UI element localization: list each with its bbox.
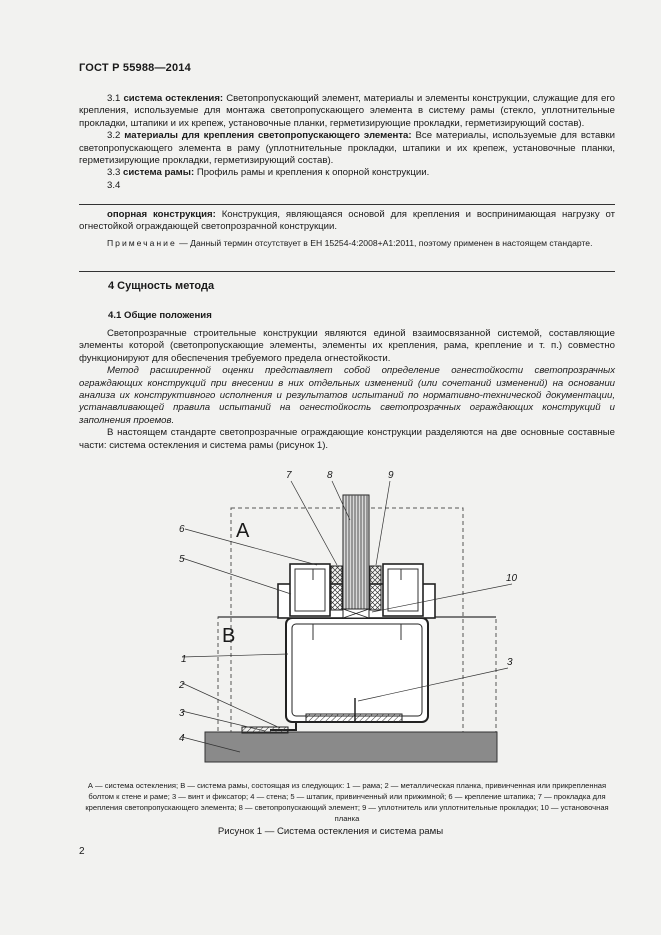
gasket-left	[331, 566, 342, 610]
callout-6: 6	[179, 524, 185, 535]
label-a: A	[236, 520, 250, 542]
callout-8: 8	[327, 470, 333, 481]
callout-3-right: 3	[507, 657, 513, 668]
callout-3: 3	[179, 708, 185, 719]
wall	[205, 732, 497, 762]
figure-title: Рисунок 1 — Система остекления и система рамы	[217, 826, 444, 837]
callout-1: 1	[181, 654, 187, 665]
glazing-bead-left	[290, 564, 330, 616]
section-4-1-title: 4.1 Общие положения	[108, 310, 212, 321]
term-3-3: 3.3 система рамы: Профиль рамы и крепления к опорной конструкции.	[107, 167, 430, 179]
term-3-4: 3.4	[107, 179, 121, 191]
fixing-plate-right	[306, 714, 402, 722]
figure-caption: А — система остекления; В — система рамы, состоящая из следующих: 1 — рама; 2 — металлическая планка, привинченная или прикрепленная болтом к стене и раме; 3 — винт и фиксатор; 4 — стена; 5 — штапик, привинченный или прижимной; 6 — крепление штапика; 7 — прокладка для крепления светопропускающего элемента; 8 — светопропускающий элемент; 9 — уплотнитель или уплотнительные прокладки; 10 — установочная планка	[85, 781, 609, 823]
fixing-plate-left	[242, 727, 288, 733]
document-header: ГОСТ Р 55988—2014	[79, 62, 191, 74]
paragraph-2: Метод расширенной оценки представляет собой определение огнестойкости светопрозрачных ограждающих конструкций при внесении в них отдельных изменений (или сочетаний изменений) на основании анализа их конструктивного исполнения и результатов испытаний по нормативно-технической документации, устанавливающей правила испытаний на огнестойкость светопрозрачных ограждающих конструкций и заполнения проемов.	[79, 365, 615, 426]
glass-pane	[343, 495, 369, 609]
term-3-2: 3.2 материалы для крепления светопропускающего элемента: Все материалы, используемые для вставки светопропускающего элемента в раму (уплотнительные прокладки, штапики и их крепеж, установочные планки, герметизирующие прокладки, герметизирующий состав).	[79, 130, 615, 167]
page-number: 2	[79, 846, 85, 857]
callout-2: 2	[179, 680, 185, 691]
paragraph-3: В настоящем стандарте светопрозрачные ограждающие конструкции разделяются на две основные составные части: система остекления и система рамы (рисунок 1).	[79, 427, 615, 451]
section-4-title: 4 Сущность метода	[108, 280, 215, 292]
callout-4: 4	[179, 733, 185, 744]
callout-9: 9	[388, 470, 394, 481]
frame	[286, 618, 428, 722]
callout-5: 5	[179, 554, 185, 565]
glazing-bead-right	[383, 564, 423, 616]
term-3-1: 3.1 система остекления: Светопропускающий элемент, материалы и элементы конструкции, служащие для его крепления, используемые для монтажа светопропускающего элемента в систему рамы (стекло, уплотнительные прокладки, штапики и их крепеж, установочные планки, герметизирующие прокладки, герметизирующий состав).	[79, 93, 615, 129]
callout-7: 7	[286, 470, 292, 481]
callout-10: 10	[506, 573, 518, 584]
paragraph-1: Светопрозрачные строительные конструкции являются единой взаимосвязанной системой, составляющие элементы которой (светопропускающие элементы, элементы их крепления, рама, крепление и т. п.) совместно функционируют для обеспечения требуемого предела огнестойкости.	[79, 328, 615, 364]
label-b: B	[222, 625, 236, 647]
support-structure-definition: опорная конструкция: Конструкция, являющаяся основой для крепления и воспринимающая нагрузку от огнестойкой ограждающей светопрозрачной конструкции.	[79, 209, 616, 233]
note: Примечание — Данный термин отсутствует в ЕН 15254-4:2008+А1:2011, поэтому применен в настоящем стандарте.	[107, 237, 593, 248]
seal-right	[370, 566, 381, 610]
